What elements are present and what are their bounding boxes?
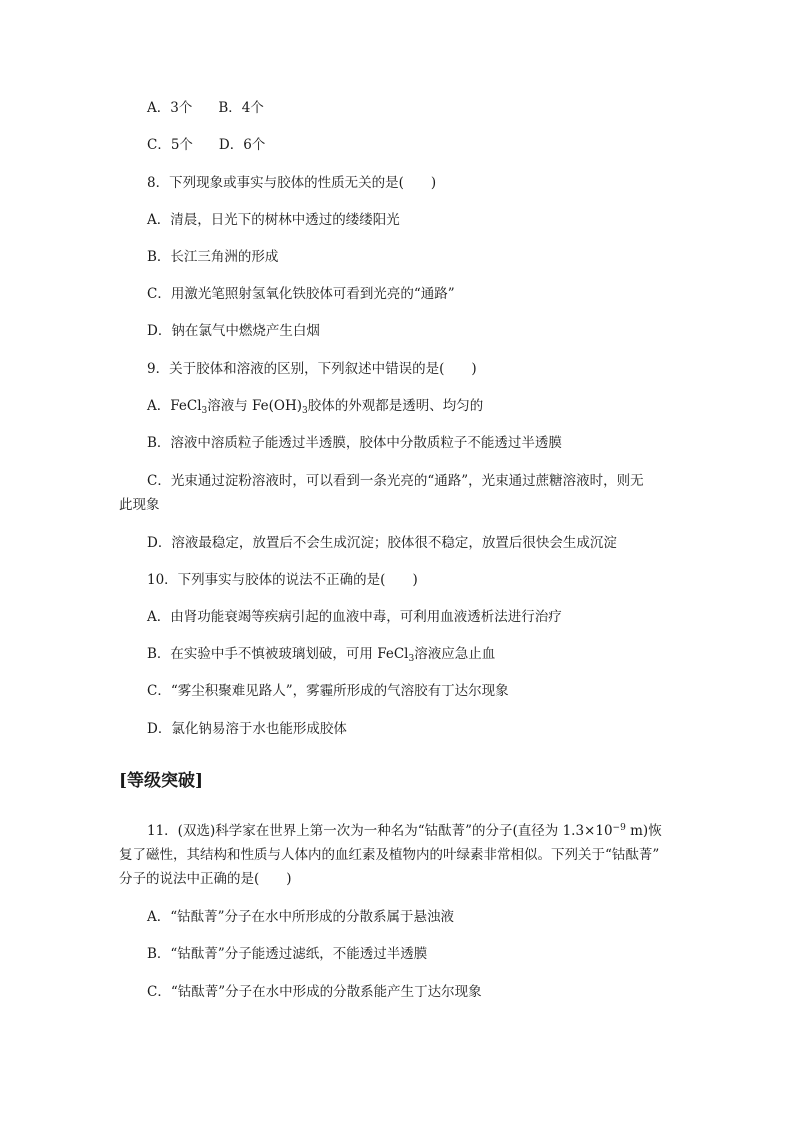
q7-option-d: D．6个 (218, 137, 266, 153)
q9-option-c-line-2: 此现象 (119, 497, 160, 513)
q10-option-c: C．“雾尘积聚难见路人”，雾霾所形成的气溶胶有丁达尔现象 (147, 683, 509, 699)
q9-option-c-line-1: C．光束通过淀粉溶液时，可以看到一条光亮的“通路”，光束通过蔗糖溶液时，则无 (147, 473, 644, 489)
section-heading: [等级突破] (119, 771, 204, 791)
q11-stem-line-1: 11．(双选)科学家在世界上第一次为一种名为“钴酞菁”的分子(直径为 $1.3\times 10^{-9}$ m)恢 (147, 823, 662, 839)
q8-option-b: B．长江三角洲的形成 (147, 249, 279, 265)
q8-option-c: C．用激光笔照射氢氧化铁胶体可看到光亮的“通路” (147, 286, 455, 302)
q9-stem: 9．关于胶体和溶液的区别，下列叙述中错误的是( ) (147, 361, 477, 377)
q8-stem: 8．下列现象或事实与胶体的性质无关的是( ) (147, 175, 437, 191)
q10-option-d: D．氯化钠易溶于水也能形成胶体 (147, 721, 347, 737)
q10-stem: 10．下列事实与胶体的说法不正确的是( ) (147, 572, 418, 588)
q9-option-b: B．溶液中溶质粒子能透过半透膜，胶体中分散质粒子不能透过半透膜 (147, 435, 562, 451)
q9-option-a: A．FeCl$_3$溶液与 $Fe(OH)_3$胶体的外观都是透明、均匀的 (147, 398, 484, 416)
q8-option-d: D．钠在氯气中燃烧产生白烟 (147, 323, 320, 339)
q11-option-a: A．“钴酞菁”分子在水中所形成的分散系属于悬浊液 (147, 909, 455, 925)
q7-option-b: B．4个 (218, 100, 264, 116)
q11-stem-line-2: 复了磁性，其结构和性质与人体内的血红素及植物内的叶绿素非常相似。下列关于“钴酞菁” (119, 847, 660, 863)
q7-options-row-2 (147, 136, 265, 154)
q11-stem-line-3: 分子的说法中正确的是( ) (119, 871, 292, 887)
q7-option-a: A．3个 (147, 100, 193, 116)
q7-options-row-1 (147, 99, 264, 117)
q7-option-c: C．5个 (147, 137, 193, 153)
q8-option-a: A．清晨，日光下的树林中透过的缕缕阳光 (147, 212, 400, 228)
q11-option-c: C．“钴酞菁”分子在水中形成的分散系能产生丁达尔现象 (147, 984, 482, 1000)
q9-option-d: D．溶液最稳定，放置后不会生成沉淀；胶体很不稳定，放置后很快会生成沉淀 (147, 535, 617, 551)
q10-option-a: A．由肾功能衰竭等疾病引起的血液中毒，可利用血液透析法进行治疗 (147, 609, 562, 625)
q10-option-b: B．在实验中手不慎被玻璃划破，可用 FeCl$_3$溶液应急止血 (147, 646, 496, 664)
q11-option-b: B．“钴酞菁”分子能透过滤纸，不能透过半透膜 (147, 946, 428, 962)
